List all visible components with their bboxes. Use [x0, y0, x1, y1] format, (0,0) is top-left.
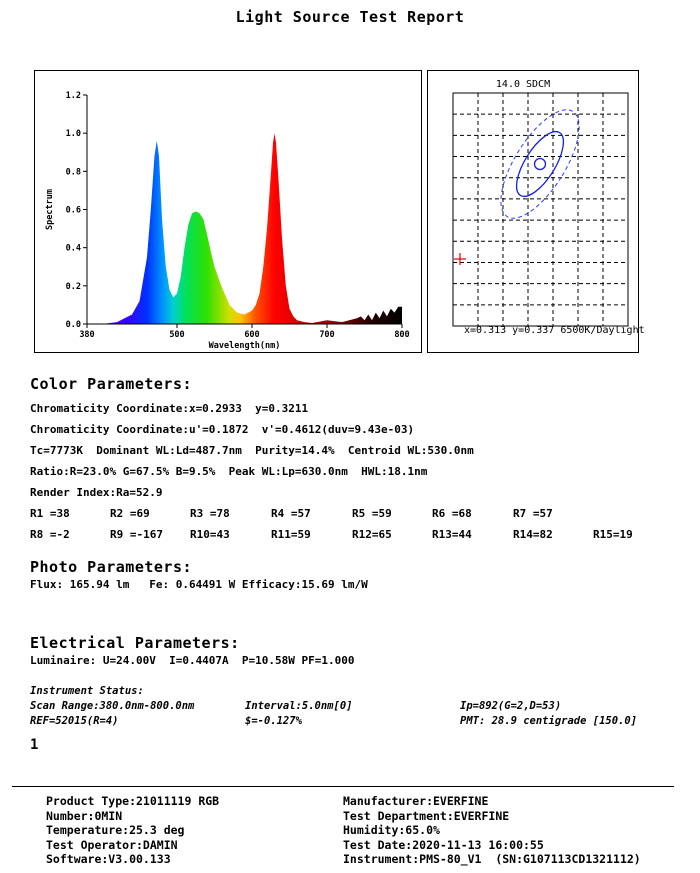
spectrum-series-area [87, 133, 402, 324]
color-parameters-heading: Color Parameters: [30, 375, 193, 393]
number: Number:0MIN [46, 808, 123, 823]
sdcm-readout: x=0.313 y=0.337 6500K/Daylight [464, 325, 645, 336]
instrument: Instrument:PMS-80_V1 (SN:G107113CD1321112) [343, 852, 641, 866]
software: Software:V3.00.133 [46, 852, 171, 866]
r-index-value: R4 =57 [271, 507, 311, 520]
page-number: 1 [30, 737, 39, 753]
scan-range: Scan Range:380.0nm-800.0nm [30, 700, 195, 712]
r-index-value: R11=59 [271, 528, 311, 541]
sdcm-frame [453, 93, 628, 326]
electrical-parameters-heading: Electrical Parameters: [30, 634, 240, 652]
spectrum-y-tick-label: 1.2 [65, 91, 81, 101]
spectrum-x-tick-label: 500 [169, 330, 185, 340]
r-index-value: R12=65 [352, 528, 392, 541]
chromaticity-xy-line: Chromaticity Coordinate:x=0.2933 y=0.3211 [30, 402, 309, 415]
test-department: Test Department:EVERFINE [343, 808, 510, 823]
r-index-value: R5 =59 [352, 507, 392, 520]
spectrum-x-tick-label: 600 [244, 330, 260, 340]
r-index-value: R7 =57 [513, 507, 553, 520]
luminaire-line: Luminaire: U=24.00V I=0.4407A P=10.58W PF=1.000 [30, 654, 355, 667]
spectrum-y-tick-label: 0.4 [65, 243, 81, 254]
product-type: Product Type:21011119 RGB [46, 794, 220, 808]
footer-divider [12, 786, 674, 787]
ref-value: REF=52015(R=4) [30, 715, 119, 727]
spectrum-y-tick-label: 0.6 [65, 205, 81, 216]
spectrum-x-tick-label: 800 [394, 330, 410, 340]
sdcm-center-circle [535, 159, 546, 170]
spectrum-y-tick-label: 0.0 [65, 320, 81, 330]
instrument-status-heading: Instrument Status: [30, 685, 144, 697]
spectrum-x-axis-label: Wavelength(nm) [208, 341, 281, 351]
r-index-value: R1 =38 [30, 507, 70, 520]
test-operator: Test Operator:DAMIN [46, 837, 178, 852]
footer-left [46, 794, 219, 867]
pmt-value: PMT: 28.9 centigrade [150.0] [460, 715, 638, 727]
spectrum-x-tick-label: 380 [79, 330, 95, 340]
sdcm-label: 14.0 SDCM [495, 79, 551, 90]
r-index-value: R13=44 [432, 528, 472, 541]
spectrum-chart [35, 71, 421, 352]
render-index-line: Render Index:Ra=52.9 [30, 486, 163, 499]
manufacturer: Manufacturer:EVERFINE [343, 794, 489, 808]
footer-right [343, 794, 641, 867]
spectrum-y-tick-label: 0.8 [65, 167, 81, 178]
r-index-value: R9 =-167 [110, 528, 163, 541]
r-index-value: R10=43 [190, 528, 230, 541]
r-index-value: R8 =-2 [30, 528, 70, 541]
r-index-value: R14=82 [513, 528, 553, 541]
ratio-line: Ratio:R=23.0% G=67.5% B=9.5% Peak WL:Lp=630.0nm HWL:18.1nm [30, 465, 428, 478]
chromaticity-uv-line: Chromaticity Coordinate:u'=0.1872 v'=0.4612(duv=9.43e-03) [30, 423, 415, 436]
spectrum-y-tick-label: 1.0 [65, 129, 81, 140]
spectrum-chart-panel [34, 70, 422, 353]
sdcm-chart [428, 71, 638, 352]
delta-value: $=-0.127% [245, 715, 302, 727]
humidity: Humidity:65.0% [343, 823, 440, 837]
photo-parameters-heading: Photo Parameters: [30, 558, 193, 576]
sdcm-inner-ellipse [508, 125, 573, 204]
test-date: Test Date:2020-11-13 16:00:55 [343, 837, 544, 852]
spectrum-x-tick-label: 700 [319, 330, 335, 340]
r-index-value: R3 =78 [190, 507, 230, 520]
spectrum-y-tick-label: 0.2 [65, 281, 81, 292]
sdcm-chart-panel [427, 70, 639, 353]
spectrum-y-axis-label: Spectrum [45, 189, 55, 230]
interval: Interval:5.0nm[0] [245, 700, 353, 712]
flux-line: Flux: 165.94 lm Fe: 0.64491 W Efficacy:15.69 lm/W [30, 578, 368, 591]
report-title: Light Source Test Report [235, 8, 465, 26]
ip-value: Ip=892(G=2,D=53) [460, 700, 562, 712]
tc-line: Tc=7773K Dominant WL:Ld=487.7nm Purity=14.4% Centroid WL:530.0nm [30, 444, 474, 457]
r-index-value: R2 =69 [110, 507, 150, 520]
temperature: Temperature:25.3 deg [46, 823, 185, 837]
r-index-value: R6 =68 [432, 507, 472, 520]
r-index-value: R15=19 [593, 528, 633, 541]
